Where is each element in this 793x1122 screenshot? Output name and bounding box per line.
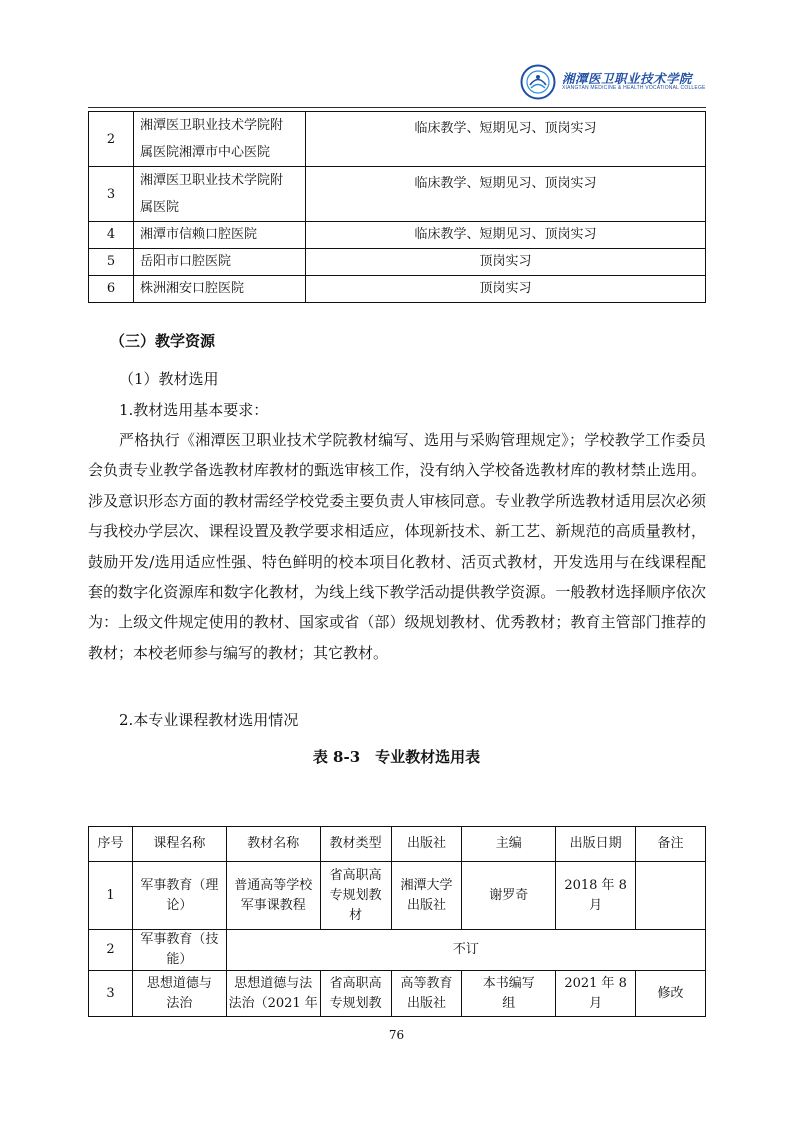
note: 修改 (636, 971, 706, 1017)
table-row (89, 930, 706, 971)
logo-english-name: XIANGTAN MEDICINE & HEALTH VOCATIONAL COLLEGE (562, 85, 706, 92)
publisher: 高等教育 出版社 (391, 971, 462, 1017)
college-emblem-icon (520, 64, 556, 100)
table-row (89, 167, 706, 222)
textbook-table (88, 826, 706, 1017)
logo-chinese-name: 湘潭医卫职业技术学院 (562, 71, 693, 87)
row-number: 4 (89, 222, 134, 249)
course-name: 军事教育（理 论） (132, 862, 226, 930)
practice-types: 临床教学、短期见习、顶岗实习 (306, 112, 706, 167)
practice-base-table (88, 111, 706, 303)
page-number: 76 (388, 1028, 405, 1042)
textbook-name: 思想道德与法 法治（2021 年 (226, 971, 320, 1017)
header-note: 备注 (636, 827, 706, 862)
item-selection-status: 2.本专业课程教材选用情况 (119, 711, 299, 729)
editor: 谢罗奇 (462, 862, 556, 930)
note (636, 862, 706, 930)
header-date: 出版日期 (556, 827, 636, 862)
table-row (89, 112, 706, 167)
hospital-name: 湘潭医卫职业技术学院附 属医院 (134, 167, 306, 222)
table-row (89, 249, 706, 276)
practice-types: 顶岗实习 (306, 276, 706, 303)
textbook-type: 省高职高 专规划教 材 (320, 862, 391, 930)
header-course: 课程名称 (132, 827, 226, 862)
row-number: 2 (89, 930, 133, 971)
hospital-name: 株洲湘安口腔医院 (134, 276, 306, 303)
row-number: 3 (89, 167, 134, 222)
header-publisher: 出版社 (391, 827, 462, 862)
publisher: 湘潭大学 出版社 (391, 862, 462, 930)
practice-types: 临床教学、短期见习、顶岗实习 (306, 222, 706, 249)
publish-date: 2021 年 8 月 (556, 971, 636, 1017)
course-name: 思想道德与 法治 (132, 971, 226, 1017)
table-row (89, 971, 706, 1017)
table-header-row (89, 827, 706, 862)
practice-types: 顶岗实习 (306, 249, 706, 276)
row-number: 1 (89, 862, 133, 930)
hospital-name: 湘潭医卫职业技术学院附 属医院湘潭市中心医院 (134, 112, 306, 167)
textbook-type: 省高职高 专规划教 (320, 971, 391, 1017)
row-number: 6 (89, 276, 134, 303)
header-no: 序号 (89, 827, 133, 862)
editor: 本书编写 组 (462, 971, 556, 1017)
college-logo (520, 62, 706, 102)
hospital-name: 岳阳市口腔医院 (134, 249, 306, 276)
row-number: 3 (89, 971, 133, 1017)
subheading-textbook-selection: （1）教材选用 (119, 370, 219, 388)
row-number: 5 (89, 249, 134, 276)
header-editor: 主编 (462, 827, 556, 862)
table-row (89, 862, 706, 930)
merged-note: 不订 (226, 930, 705, 971)
practice-types: 临床教学、短期见习、顶岗实习 (306, 167, 706, 222)
section-heading: （三）教学资源 (110, 332, 216, 350)
textbook-name: 普通高等学校 军事课教程 (226, 862, 320, 930)
header-type: 教材类型 (320, 827, 391, 862)
table-row (89, 276, 706, 303)
publish-date: 2018 年 8 月 (556, 862, 636, 930)
table-row (89, 222, 706, 249)
requirements-paragraph: 严格执行《湘潭医卫职业技术学院教材编写、选用与采购管理规定》；学校教学工作委员会负责专业教学备选教材库教材的甄选审核工作，没有纳入学校备选教材库的教材禁止选用。涉及意识形态方面的教材需经学校党委主要负责人审核同意。专业教学所选教材适用层次必须与我校办学层次、课程设置及教学要求相适应，体现新技术、新工艺、新规范的高质量教材，鼓励开发/选用适应性强、特色鲜明的校本项目化教材、活页式教材，开发选用与在线课程配套的数字化资源库和数字化教材，为线上线下教学活动提供教学资源。一般教材选择顺序依次为：上级文件规定使用的教材、国家或省（部）级规划教材、优秀教材；教育主管部门推荐的教材；本校老师参与编写的教材；其它教材。 (88, 431, 706, 662)
hospital-name: 湘潭市信赖口腔医院 (134, 222, 306, 249)
header-rule (88, 107, 706, 108)
course-name: 军事教育（技 能） (132, 930, 226, 971)
header-textbook: 教材名称 (226, 827, 320, 862)
item-basic-requirements: 1.教材选用基本要求： (119, 401, 269, 419)
table-caption: 表 8-3 专业教材选用表 (312, 748, 481, 766)
row-number: 2 (89, 112, 134, 167)
